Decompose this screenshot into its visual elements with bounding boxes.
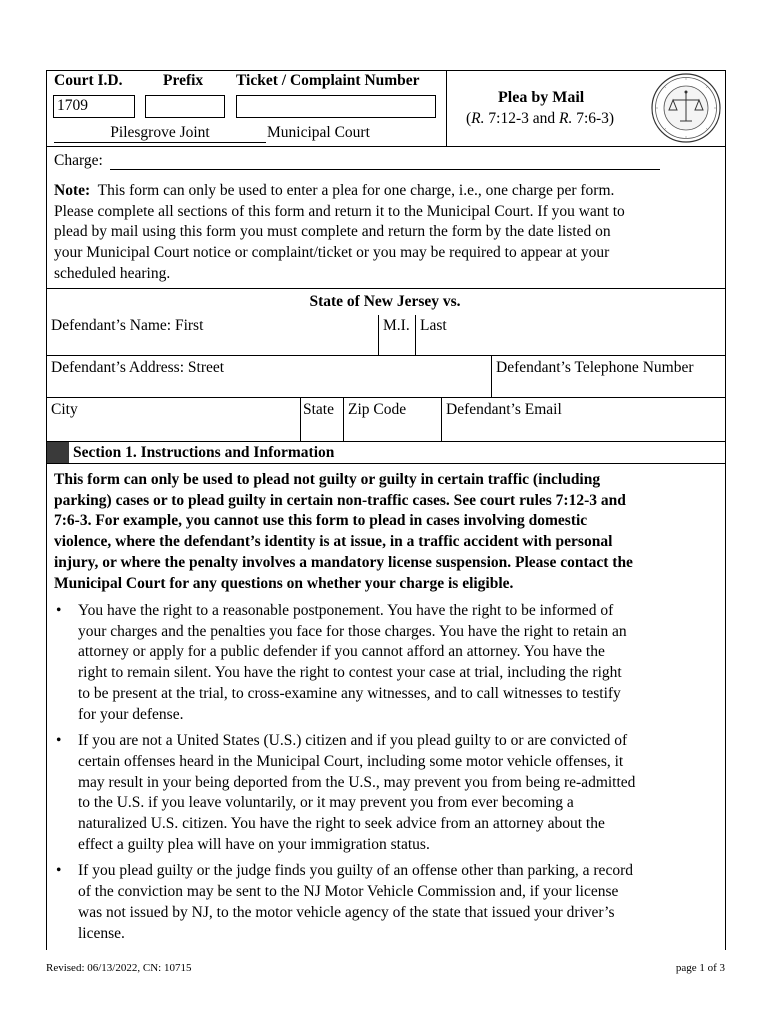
last-name-field[interactable] [416,315,725,355]
header-divider-vertical [446,70,447,147]
state-field[interactable] [301,398,343,441]
email-label: Defendant’s Email [446,401,562,418]
ticket-number-field[interactable] [236,95,436,118]
city-label: City [51,401,78,418]
telephone-label: Defendant’s Telephone Number [496,359,694,376]
email-field[interactable] [442,398,725,441]
section1-title: Section 1. Instructions and Information [73,444,335,461]
header-divider-bottom [46,146,726,147]
rule-reference: (R. 7:12-3 and R. 7:6-3) [466,110,615,127]
charge-label: Charge: [54,152,103,169]
rights-list [54,601,724,944]
court-name-suffix: Municipal Court [267,124,370,141]
court-name-value: Pilesgrove Joint [110,124,210,141]
revised-date: Revised: 06/13/2022, CN: 10715 [46,962,192,974]
street-address-field[interactable] [47,356,491,397]
judiciary-seal-icon [651,73,721,143]
state-vs-heading: State of New Jersey vs. [309,293,461,310]
note-divider-bottom [46,288,726,289]
ticket-number-label: Ticket / Complaint Number [236,72,420,89]
section1-marker [47,442,69,463]
bullet-icon: • [56,732,62,750]
bullet-icon: • [56,602,62,619]
zip-code-label: Zip Code [348,401,407,418]
section1-bottom [46,463,726,464]
court-id-value: 1709 [57,97,88,114]
page-number: page 1 of 3 [675,962,725,974]
form-border-top [46,70,726,71]
first-name-field[interactable] [47,315,378,355]
city-row-bottom [46,441,726,442]
middle-initial-field[interactable] [379,315,415,355]
street-address-label: Defendant’s Address: Street [51,359,225,376]
section1-intro: This form can only be used to plead not guilty or guilty in certain traffic (including parking) cases or to plead guilty in certain non-traffic cases. See court rules 7:12-3 and 7:6-3. For example, you cannot use this form to plead in cases involving domestic violence, where the defendant’s identity is at issue, in a traffic accident with personal injury, or where the penalty involves a mandatory license suspension. Please contact the Municipal Court for any questions on whether your charge is eligible. [54,471,633,592]
form-border-left [46,70,47,950]
form-title: Plea by Mail [498,89,585,106]
middle-initial-label: M.I. [383,317,410,334]
state-label: State [303,401,334,418]
list-item: • If you plead guilty or the judge finds you guilty of an offense other than parking, a record of the conviction may be sent to the NJ Motor Vehicle Commission and, if your license was not issued by NJ, to the motor vehicle agency of the state that issued your driver’s license. [56,862,633,942]
list-item: • You have the right to a reasonable postponement. You have the right to be informed of your charges and the penalties you face for those charges. You have the right to retain an attorney or apply for a public defender if you cannot afford an attorney. You have the right to remain silent. You have the right to contest your case at trial, including the right to be present at the trial, to cross-examine any witnesses, and to call witnesses to testify for your defense. [56,602,627,723]
first-name-label: Defendant’s Name: First [51,317,204,334]
telephone-field[interactable] [492,356,725,397]
bullet-icon: • [56,862,62,880]
court-id-field[interactable] [53,95,135,118]
court-id-label: Court I.D. [54,72,123,89]
prefix-label: Prefix [163,72,204,89]
court-name-field[interactable] [54,124,266,143]
form-border-right [725,70,726,950]
last-name-label: Last [420,317,447,334]
zip-code-field[interactable] [344,398,441,441]
charge-field[interactable] [110,152,660,170]
prefix-field[interactable] [145,95,225,118]
note-label: Note: [54,182,91,199]
city-field[interactable] [47,398,300,441]
list-item: • If you are not a United States (U.S.) citizen and if you plead guilty to or are convicted of certain offenses heard in the Municipal Court, including some motor vehicle offenses, it may result in your being deported from the U.S., may prevent you from being re-admitted to the U.S. if you leave voluntarily, or it may prevent you from ever becoming a naturalized U.S. citizen. You have the right to seek advice from an attorney about the effect a guilty plea will have on your immigration status. [56,732,636,853]
note-paragraph: Note: This form can only be used to enter a plea for one charge, i.e., one charge per form. Please complete all sections of this form and return it to the Municipal Court. If you want to plead by mail using this form you must complete and return the form by the date listed on your Municipal Court notice or complaint/ticket or you may be required to appear at your scheduled hearing. [54,182,625,282]
